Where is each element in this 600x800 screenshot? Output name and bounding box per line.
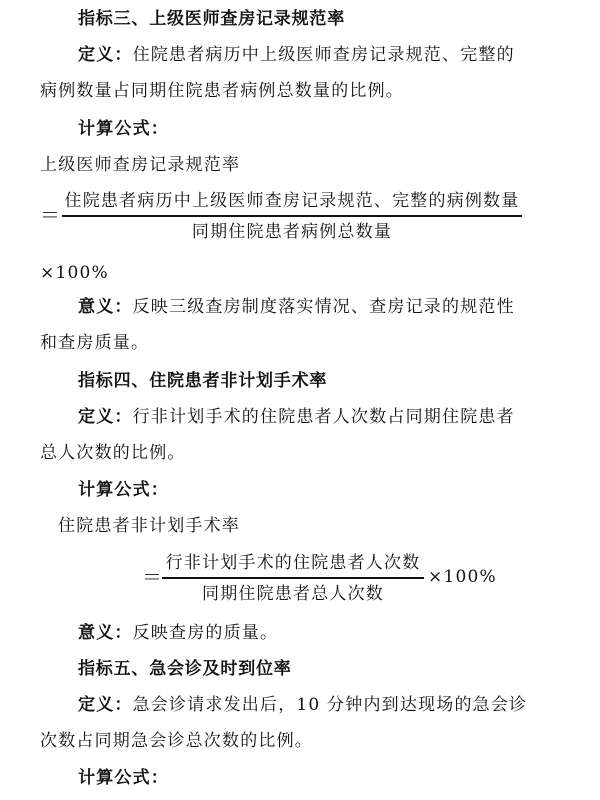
section-heading: 指标四、住院患者非计划手术率 <box>78 371 328 391</box>
multiplier: ×100% <box>40 263 109 283</box>
fraction <box>162 552 424 605</box>
formula-name: 住院患者非计划手术率 <box>58 516 240 536</box>
definition-line <box>78 694 527 716</box>
definition-text: 急会诊请求发出后，10 分钟内到达现场的急会诊 <box>132 695 528 715</box>
definition-line <box>78 406 515 428</box>
definition-continued: 次数占同期急会诊总次数的比例。 <box>40 731 313 751</box>
equals-sign: ＝ <box>142 565 162 589</box>
meaning-label: 意义： <box>78 623 133 643</box>
multiplier: ×100% <box>428 567 497 587</box>
meaning-line <box>78 296 515 318</box>
definition-label: 定义： <box>78 407 133 427</box>
formula-label: 计算公式： <box>78 119 169 139</box>
meaning-text: 反映三级查房制度落实情况、查房记录的规范性 <box>132 297 515 317</box>
meaning-continued: 和查房质量。 <box>40 333 150 353</box>
numerator: 住院患者病历中上级医师查房记录规范、完整的病例数量 <box>64 191 520 211</box>
definition-continued: 病例数量占同期住院患者病例总数量的比例。 <box>40 81 404 101</box>
equals-sign: ＝ <box>40 203 60 227</box>
denominator: 同期住院患者总人次数 <box>202 583 384 604</box>
formula-label: 计算公式： <box>78 768 169 788</box>
definition-text: 住院患者病历中上级医师查房记录规范、完整的 <box>132 45 515 65</box>
definition-label: 定义： <box>78 45 133 65</box>
definition-text: 行非计划手术的住院患者人次数占同期住院患者 <box>132 407 515 427</box>
fraction-bar <box>62 215 522 217</box>
definition-continued: 总人次数的比例。 <box>40 443 186 463</box>
definition-label: 定义： <box>78 695 133 715</box>
fraction-bar <box>162 577 424 579</box>
meaning-text: 反映查房的质量。 <box>132 623 279 643</box>
denominator: 同期住院患者病例总数量 <box>191 221 393 242</box>
meaning-label: 意义： <box>78 297 133 317</box>
formula-name: 上级医师查房记录规范率 <box>40 155 241 175</box>
formula-label: 计算公式： <box>78 480 169 500</box>
definition-line <box>78 44 515 66</box>
fraction <box>62 190 522 243</box>
section-heading: 指标五、急会诊及时到位率 <box>78 659 292 679</box>
meaning-line <box>78 622 278 644</box>
section-heading: 指标三、上级医师查房记录规范率 <box>78 9 345 29</box>
numerator: 行非计划手术的住院患者人次数 <box>165 553 421 573</box>
